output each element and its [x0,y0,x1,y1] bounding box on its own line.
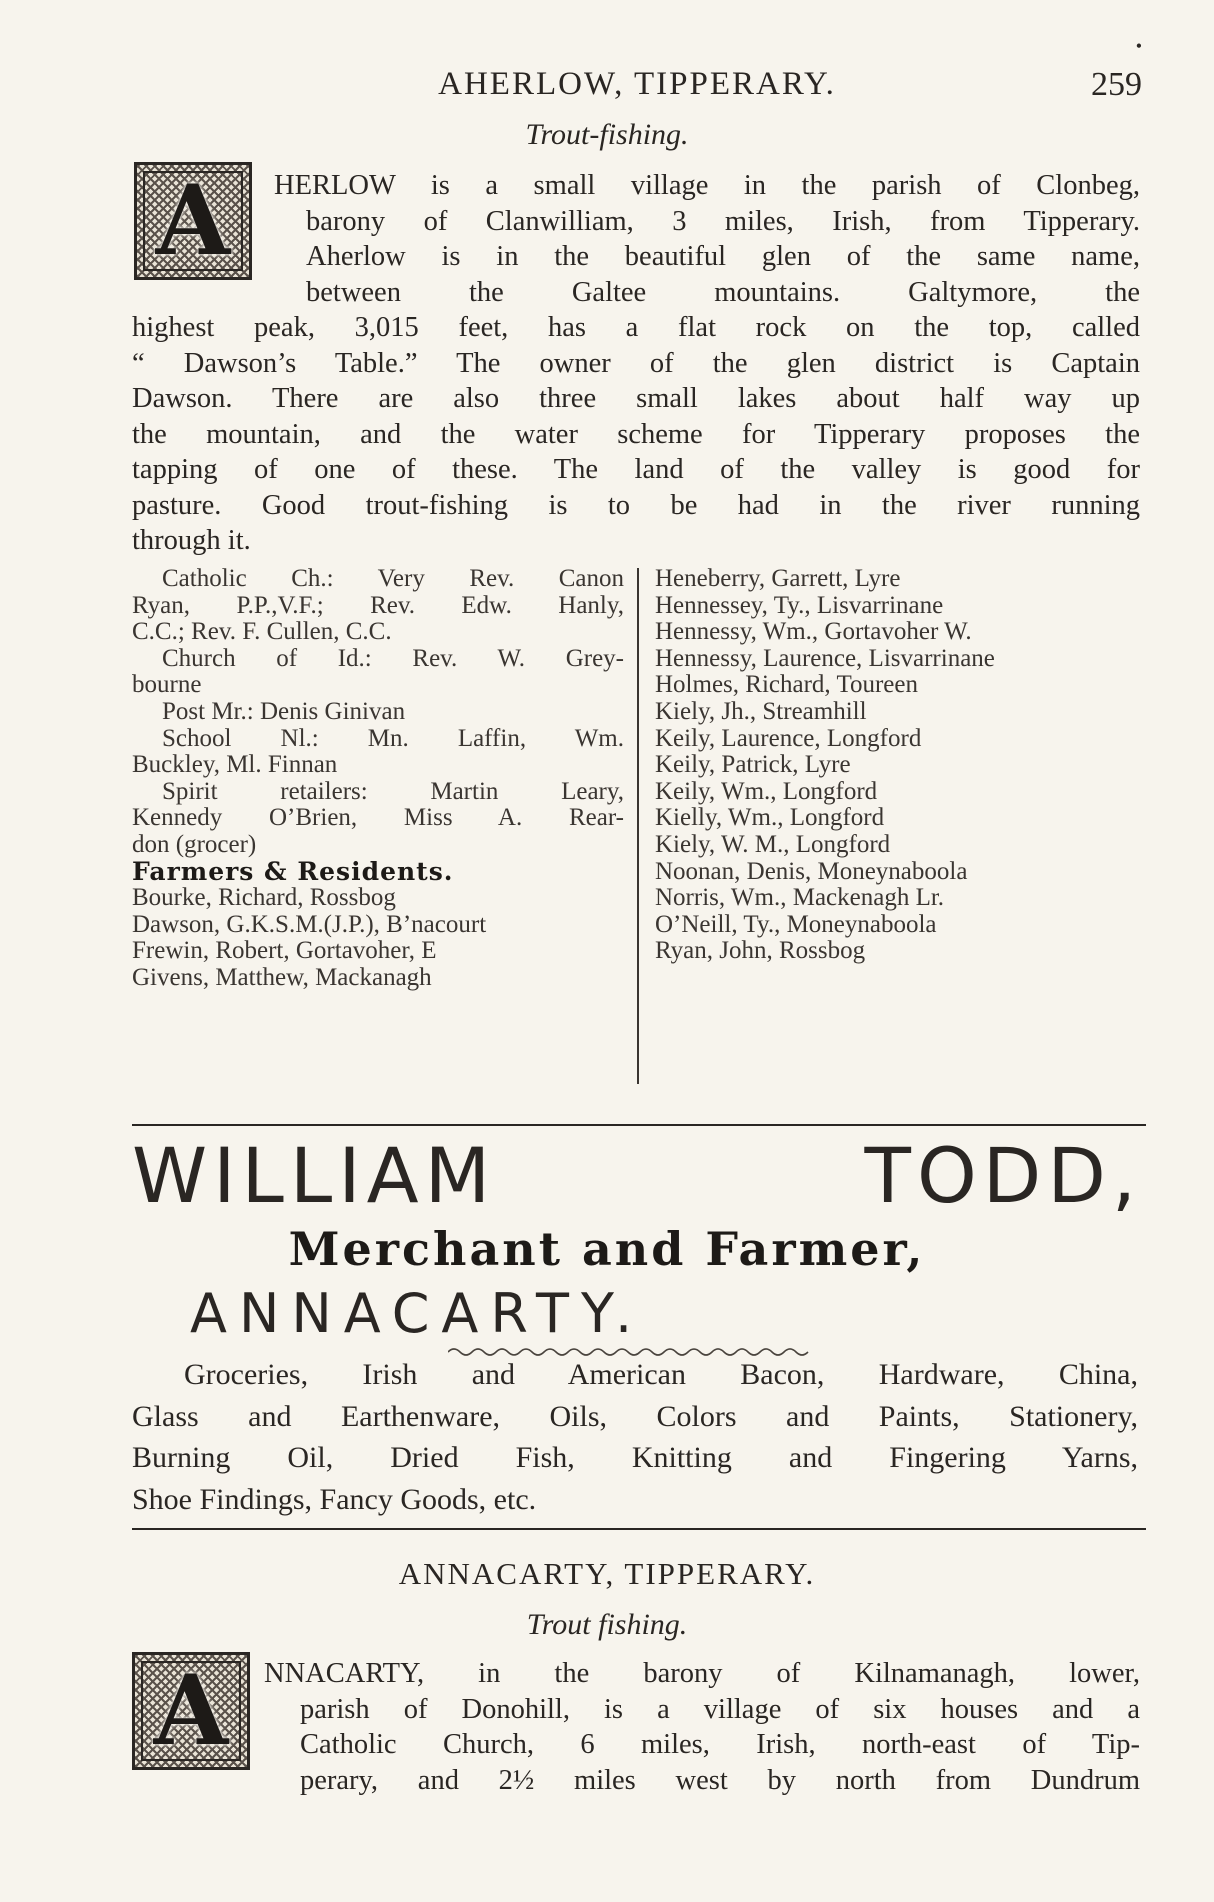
aherlow-dropcap [134,162,252,280]
aherlow-line: Aherlow is in the beautiful glen of the same name, [306,241,1140,272]
annacarty-line: Catholic Church, 6 miles, Irish, north-east of Tip- [300,1729,1140,1760]
aherlow-line: HERLOW is a small village in the parish of Clonbeg, [274,170,1140,201]
annacarty-dropcap [132,1652,250,1770]
directory-entry: Ryan, P.P.,V.F.; Rev. Edw. Hanly, [132,591,624,619]
resident-entry: Hennessy, Laurence, Lisvarrinane [655,644,995,672]
resident-entry: Keily, Patrick, Lyre [655,751,851,779]
resident-entry: Kiely, W. M., Longford [655,830,891,858]
resident-entry: Kiely, Jh., Streamhill [655,697,867,725]
annacarty-subtitle: Trout fishing. [526,1608,688,1641]
resident-entry: Norris, Wm., Mackenagh Lr. [655,884,945,912]
advert-merchant-title: Merchant and Farmer, [288,1222,926,1276]
aherlow-subtitle: Trout-fishing. [525,118,689,151]
directory-entry: Buckley, Ml. Finnan [132,751,338,779]
resident-entry: Noonan, Denis, Moneynaboola [655,857,968,885]
advert-line: Glass and Earthenware, Oils, Colors and Paints, Stationery, [132,1399,1138,1433]
aherlow-line: Dawson. There are also three small lakes about half way up [132,383,1140,414]
resident-entry: Keily, Laurence, Longford [655,724,922,752]
resident-entry: Ryan, John, Rossbog [655,937,866,965]
resident-entry: O’Neill, Ty., Moneynaboola [655,910,937,938]
aherlow-line: tapping of one of these. The land of the valley is good for [132,454,1140,485]
directory-entry: bourne [132,671,202,699]
resident-entry: Hennessey, Ty., Lisvarrinane [655,591,944,619]
aherlow-line: the mountain, and the water scheme for Tipperary proposes the [132,418,1140,450]
resident-entry: Hennessy, Wm., Gortavoher W. [655,618,972,646]
resident-entry: Keily, Wm., Longford [655,777,878,805]
annacarty-intro [264,1656,1140,1798]
advert-line: Burning Oil, Dried Fish, Knitting and Fingering Yarns, [132,1441,1138,1474]
annacarty-dropcap-letter: A [153,1654,229,1767]
directory-entry: don (grocer) [132,830,257,858]
annacarty-line: perary, and 2½ miles west by north from Dundrum [300,1764,1140,1796]
advert-line: Groceries, Irish and American Bacon, Hardware, China, [184,1358,1138,1391]
directory-entry: C.C.; Rev. F. Cullen, C.C. [132,618,392,646]
aherlow-line: between the Galtee mountains. Galtymore, the [306,276,1140,308]
directory-entry: Catholic Ch.: Very Rev. Canon [162,565,624,592]
advert-goods-list [132,1354,1138,1520]
running-title: AHERLOW, TIPPERARY. [438,66,836,102]
column-divider [637,568,639,1084]
resident-entry: Frewin, Robert, Gortavoher, E [132,937,437,965]
resident-entry: Givens, Matthew, Mackanagh [132,963,432,991]
resident-entry: Holmes, Richard, Toureen [655,671,919,699]
advert-place-name: ANNACARTY. [190,1282,645,1345]
advert-merchant-name: WILLIAM TODD, [132,1131,1142,1220]
directory-entry: Post Mr.: Denis Ginivan [162,697,406,725]
resident-entry: Dawson, G.K.S.M.(J.P.), B’nacourt [132,910,487,938]
aherlow-line: highest peak, 3,015 feet, has a flat rock on the top, called [132,312,1140,343]
page-number: 259 [1091,66,1142,103]
running-head [132,36,1142,116]
advert-bottom-rule [132,1528,1146,1530]
aherlow-dropcap-letter: A [155,164,231,277]
annacarty-line: NNACARTY, in the barony of Kilnamanagh, lower, [264,1658,1140,1689]
resident-entry: Kielly, Wm., Longford [655,804,885,832]
advert-top-rule [132,1124,1146,1126]
aherlow-line: “ Dawson’s Table.” The owner of the glen district is Captain [132,347,1140,379]
page-mark: • [1135,36,1142,56]
advert-line: Shoe Findings, Fancy Goods, etc. [132,1482,537,1516]
aherlow-line: through it. [132,525,251,556]
resident-entry: Bourke, Richard, Rossbog [132,884,396,912]
annacarty-title: ANNACARTY, TIPPERARY. [398,1556,816,1591]
aherlow-line: barony of Clanwilliam, 3 miles, Irish, from Tipperary. [306,205,1140,237]
directory-left-column [132,566,624,992]
directory-entry: Spirit retailers: Martin Leary, [162,777,624,805]
aherlow-intro-body [132,310,1140,559]
annacarty-line: parish of Donohill, is a village of six houses and a [300,1693,1140,1725]
aherlow-intro-indented [274,168,1140,310]
aherlow-line: pasture. Good trout-fishing is to be had in the river running [132,489,1140,521]
directory-entry: Kennedy O’Brien, Miss A. Rear- [132,804,624,832]
residents-heading: Farmers & Residents. [132,856,454,886]
directory-entry: School Nl.: Mn. Laffin, Wm. [162,724,624,752]
directory-entry: Church of Id.: Rev. W. Grey- [162,644,624,672]
resident-entry: Heneberry, Garrett, Lyre [655,565,901,592]
directory-right-column [655,566,1143,965]
